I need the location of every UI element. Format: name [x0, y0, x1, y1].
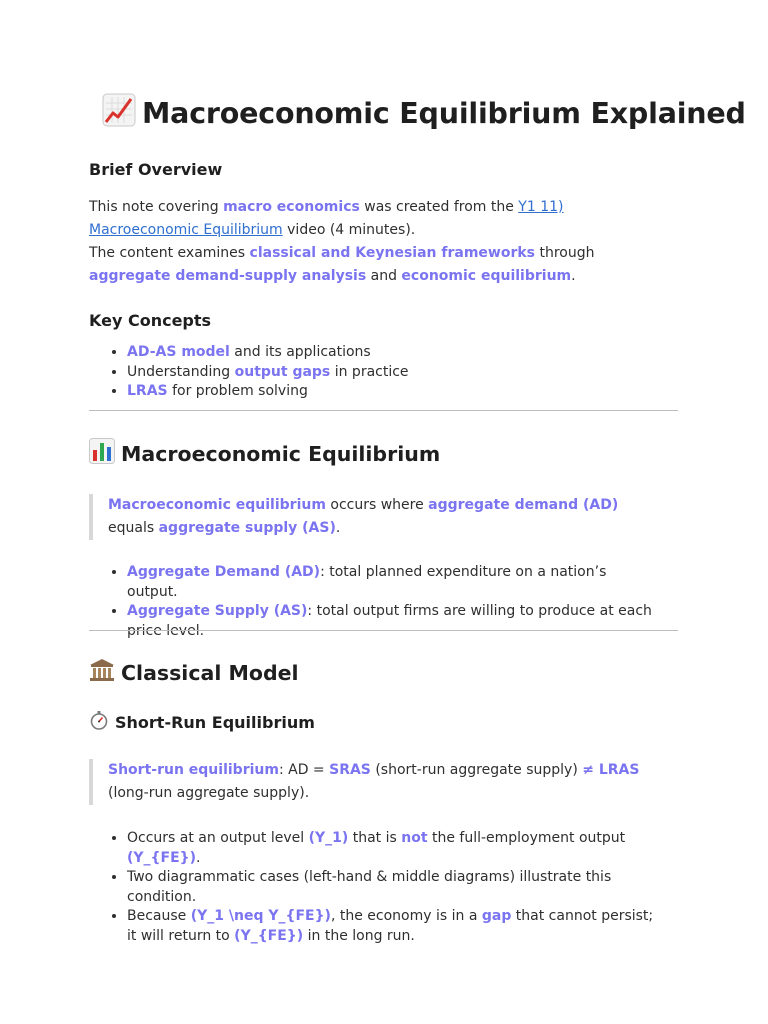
key-concepts-heading: Key Concepts	[89, 311, 212, 330]
source-video-link[interactable]: Y1 11) Macroeconomic Equilibrium	[89, 199, 564, 238]
classical-building-icon	[89, 657, 115, 688]
classical-section-heading-text: Classical Model	[121, 660, 299, 685]
text-span: .	[196, 849, 201, 866]
highlight-term: LRAS	[127, 383, 168, 399]
key-concepts-list	[113, 343, 667, 402]
macro-definition-quote	[89, 494, 668, 540]
text-span: occurs where	[325, 497, 429, 513]
highlight-term: output gaps	[234, 363, 331, 380]
list-item	[127, 829, 657, 868]
list-item	[127, 343, 667, 363]
highlight-analysis: aggregate demand-supply analysis	[89, 268, 367, 284]
text-span: equals	[108, 520, 159, 536]
text-span: that is	[348, 830, 402, 846]
highlight-frameworks: classical and Keynesian frameworks	[249, 245, 535, 261]
text-span: that cannot persist; it will return to	[127, 908, 654, 944]
highlight-term: (Y_1 \neq Y_{FE})	[190, 908, 331, 924]
text-span: .	[571, 268, 576, 284]
highlight-term: (Y_{FE})	[127, 849, 196, 866]
macro-section-heading	[89, 438, 440, 469]
highlight-term: (Y_{FE})	[234, 927, 304, 944]
text-span: and	[366, 268, 402, 284]
list-item	[127, 382, 667, 402]
text-span: Understanding	[127, 363, 235, 380]
list-item	[127, 907, 657, 946]
divider	[89, 630, 678, 631]
text-span: Occurs at an output level	[127, 830, 309, 846]
chart-increasing-icon	[102, 93, 136, 134]
page-title-text: Macroeconomic Equilibrium Explained	[142, 97, 746, 130]
list-item	[127, 363, 667, 383]
overview-paragraph-1	[89, 196, 649, 242]
short-run-heading	[89, 710, 315, 734]
text-span: (long-run aggregate supply).	[108, 785, 310, 801]
text-span: through	[535, 245, 595, 261]
classical-section-heading	[89, 657, 299, 688]
list-item	[127, 868, 657, 907]
text-span: : AD =	[278, 762, 330, 778]
text-span: Two diagrammatic cases (left-hand & middle diagrams) illustrate this condition.	[127, 869, 612, 905]
highlight-term: gap	[481, 908, 512, 924]
page-title	[102, 93, 746, 134]
text-span: Because	[127, 908, 191, 924]
bar-chart-icon	[89, 438, 115, 469]
text-span: : total planned expenditure on a nation’s output.	[127, 564, 607, 600]
short-run-list	[113, 829, 657, 946]
divider	[89, 410, 678, 411]
highlight-term: AD-AS model	[127, 344, 230, 360]
text-span: The content examines	[89, 245, 250, 261]
text-span: , the economy is in a	[330, 908, 482, 924]
overview-paragraph-2	[89, 242, 649, 288]
highlight-term: aggregate demand (AD)	[428, 497, 619, 513]
text-span: was created from the	[359, 199, 519, 215]
text-span: for problem solving	[167, 383, 308, 399]
highlight-term: SRAS	[329, 762, 371, 778]
highlight-term: aggregate supply (AS)	[158, 520, 336, 536]
text-span: .	[335, 520, 341, 536]
stopwatch-icon	[89, 710, 109, 734]
text-span: in the long run.	[303, 927, 415, 944]
text-span: the full-employment output	[427, 830, 626, 846]
text-span: (short-run aggregate supply)	[370, 762, 583, 778]
list-item	[127, 602, 657, 641]
overview-heading: Brief Overview	[89, 160, 223, 179]
text-span: in practice	[330, 363, 409, 380]
highlight-term: Aggregate Supply (AS)	[127, 603, 308, 619]
highlight-term: ≠ LRAS	[582, 762, 640, 778]
highlight-term: Macroeconomic equilibrium	[108, 497, 326, 513]
highlight-term: Aggregate Demand (AD)	[127, 564, 321, 580]
text-span: video (4 minutes).	[282, 222, 416, 238]
list-item	[127, 563, 657, 602]
short-run-definition-quote	[89, 759, 668, 805]
macro-section-heading-text: Macroeconomic Equilibrium	[121, 441, 441, 466]
text-span: and its applications	[229, 344, 371, 360]
highlight-term: Short-run equilibrium	[108, 762, 279, 778]
highlight-term: (Y_1)	[308, 830, 349, 846]
highlight-equilibrium: economic equilibrium	[401, 268, 572, 284]
short-run-heading-text: Short-Run Equilibrium	[115, 712, 315, 732]
highlight-macro-economics: macro economics	[223, 199, 360, 215]
text-span: This note covering	[89, 199, 224, 215]
text-span: : total output firms are willing to produce at each price level.	[127, 603, 652, 639]
highlight-term: not	[401, 830, 428, 846]
